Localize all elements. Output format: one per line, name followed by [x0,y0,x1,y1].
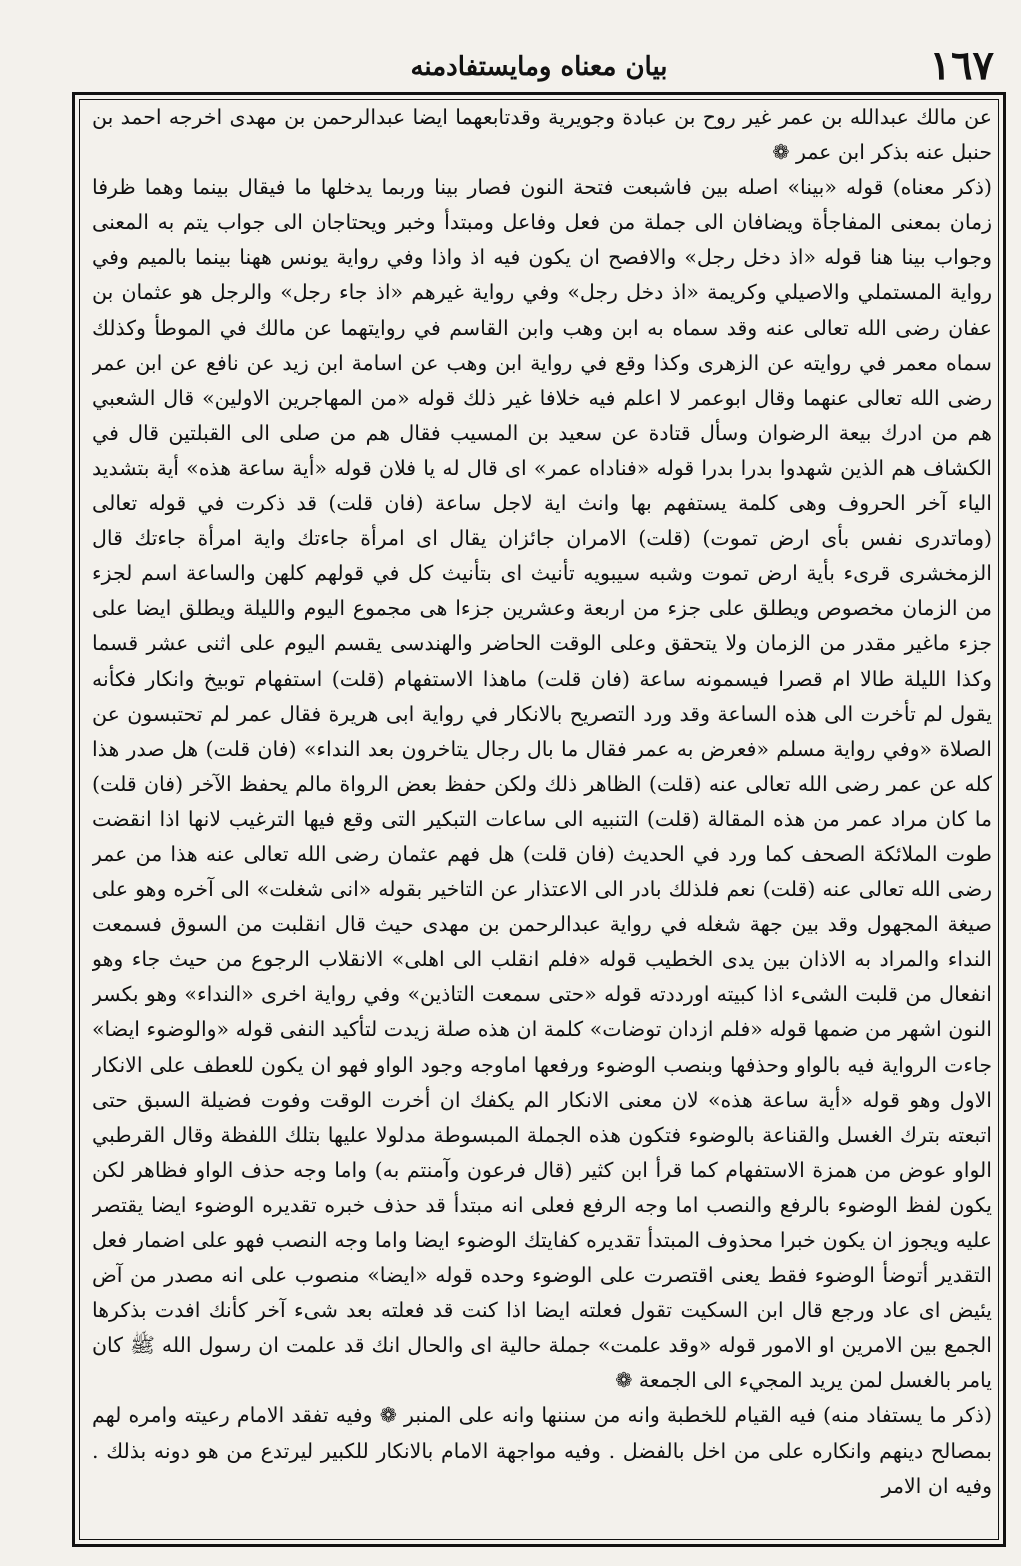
paragraph-meaning: (ذكر معناه) قوله «بينا» اصله بين فاشبعت فتحة النون فصار بينا وربما يدخلها ما فيقال بينما وهما ظرفا زمان بمعنى المفاجأة ويضافان الى جملة من فعل وفاعل ومبتدأ وخبر ويحتاجان الى جواب يتم به المعنى وجواب بينا هنا قوله «اذ دخل رجل» والافصح ان يكون فيه اذ واذا وفي رواية يونس ههنا بينما بالميم وفي رواية المستملي والاصيلي وكريمة «اذ دخل رجل» وفي رواية غيرهم «اذ جاء رجل» والرجل هو عثمان بن عفان رضى الله تعالى عنه وقد سماه به ابن وهب وابن القاسم في روايتهما عن مالك في الموطأ وكذلك سماه معمر في روايته عن الزهرى وكذا وقع في رواية ابن وهب عن اسامة ابن زيد عن نافع عن ابن عمر رضى الله تعالى عنهما وقال ابوعمر لا اعلم فيه خلافا غير ذلك قوله «من المهاجرين الاولين» قال الشعبي هم من ادرك بيعة الرضوان وسأل قتادة عن سعيد بن المسيب فقال هم من صلى الى القبلتين قال في الكشاف هم الذين شهدوا بدرا بدرا قوله «فناداه عمر» اى قال له يا فلان قوله «أية ساعة هذه» أية بتشديد الياء آخر الحروف وهى كلمة يستفهم بها وانث اية لاجل ساعة (فان قلت) قد ذكرت في قوله تعالى (وماتدرى نفس بأى ارض تموت) (قلت) الامران جائزان يقال اى امرأة جاءتك واية امرأة جاءتك قال الزمخشرى قرىء بأية ارض تموت وشبه سيبويه تأنيث اى بتأنيث كل في قولهم كلهن والساعة اسم لجزء من الزمان مخصوص ويطلق على جزء من اربعة وعشرين جزءا هى مجموع اليوم والليلة ويطلق ايضا على جزء ماغير مقدر من الزمان ولا يتحقق وعلى الوقت الحاضر والهندسى يقسم اليوم على اثنى عشر قسما وكذا الليلة طالا ام قصرا فيسمونه ساعة (فان قلت) ماهذا الاستفهام (قلت) استفهام توبيخ وانكار فكأنه يقول لم تأخرت الى هذه الساعة وقد ورد التصريح بالانكار في رواية ابى هريرة فقال عمر لم تحتبسون عن الصلاة «وفي رواية مسلم «فعرض به عمر فقال ما بال رجال يتاخرون بعد النداء» (فان قلت) هل صدر هذا كله عن عمر رضى الله تعالى عنه (قلت) الظاهر ذلك ولكن حفظ بعض الرواة مالم يحفظ الآخر (فان قلت) ما كان مراد عمر من هذه المقالة (قلت) التنبيه الى ساعات التبكير التى وقع فيها الترغيب لانها اذا انقضت طوت الملائكة الصحف كما ورد في الحديث (فان قلت) هل فهم عثمان رضى الله تعالى عنه هذا من عمر رضى الله تعالى عنه (قلت) نعم فلذلك بادر الى الاعتذار عن التاخير بقوله «انى شغلت» الى آخره وهو على صيغة المجهول وقد بين جهة شغله في رواية عبدالرحمن بن مهدى حيث قال انقلبت من السوق فسمعت النداء والمراد به الاذان بين يدى الخطيب قوله «فلم انقلب الى اهلى» الانقلاب الرجوع من حيث جاء وهو انفعال من قلبت الشىء اذا كبيته اورددته قوله «حتى سمعت التاذين» وفي رواية اخرى «النداء» وهو بكسر النون اشهر من ضمها قوله «فلم ازدان توضات» كلمة ان هذه صلة زيدت لتأكيد النفى قوله «والوضوء ايضا» جاءت الرواية فيه بالواو وحذفها وبنصب الوضوء ورفعها اماوجه وجود الواو فهو ان يكون للعطف على الانكار الاول وهو قوله «أية ساعة هذه» لان معنى الانكار الم يكفك ان أخرت الوقت وفوت فضيلة السبق حتى اتبعته بترك الغسل والقناعة بالوضوء فتكون هذه الجملة المبسوطة مدلولا عليها بتلك اللفظة وقال القرطبي الواو عوض من همزة الاستفهام كما قرأ ابن كثير (قال فرعون وآمنتم به) واما وجه حذف الواو فظاهر لكن يكون لفظ الوضوء بالرفع والنصب اما وجه الرفع فعلى انه مبتدأ قد حذف خبره تقديره الوضوء ايضا يقتصر عليه ويجوز ان يكون خبرا محذوف المبتدأ تقديره كفايتك الوضوء ايضا واما وجه النصب فهو على اضمار فعل التقدير أتوضأ الوضوء فقط يعنى اقتصرت على الوضوء وحده قوله «ايضا» منصوب على انه مصدر من آض يئيض اى عاد ورجع قال ابن السكيت تقول فعلته ايضا اذا كنت قد فعلته بعد شىء آخر كأنك افدت بذكرها الجمع بين الامرين او الامور قوله «وقد علمت» جملة حالية اى والحال انك قد علمت ان رسول الله ﷺ كان يامر بالغسل لمن يريد المجيء الى الجمعة ❁ [92,175,992,1393]
page-number: ١٦٧ [929,42,994,89]
paragraph-narrator-chain: عن مالك عبدالله بن عمر غير روح بن عبادة وجويرية وقدتابعهما ايضا عبدالرحمن بن مهدى اخرجه احمد بن حنبل عنه بذكر ابن عمر ❁ [92,105,992,165]
paragraph-benefits: (ذكر ما يستفاد منه) فيه القيام للخطبة وانه من سننها وانه على المنبر ❁ وفيه تفقد الامام رعيته وامره لهم بمصالح دينهم وانكاره على من اخل بالفضل . وفيه مواجهة الامام بالانكار للكبير ليرتدع من هو دونه بذلك . وفيه ان الامر [92,1403,992,1498]
body-text [92,100,992,1545]
running-title: بيان معناه ومايستفادمنه [410,52,668,82]
page-header [74,38,1004,90]
